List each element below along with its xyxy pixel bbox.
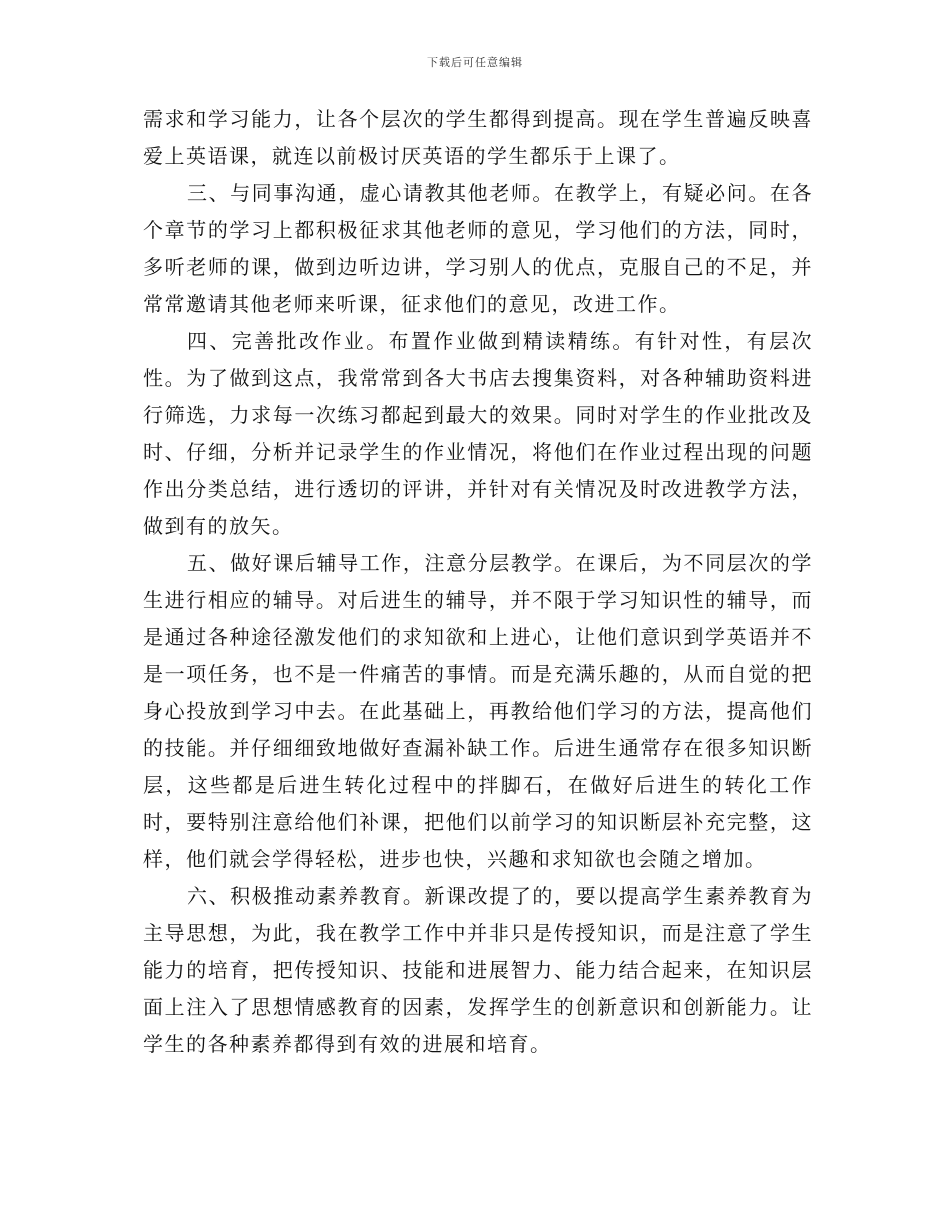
- paragraph-section-3: 三、与同事沟通，虚心请教其他老师。在教学上，有疑必问。在各个章节的学习上都积极征求其他老师的意见，学习他们的方法，同时，多听老师的课，做到边听边讲，学习别人的优点，克服自己的不足，并常常邀请其他老师来听课，征求他们的意见，改进工作。: [143, 181, 813, 316]
- page-header: 下载后可任意编辑: [427, 56, 523, 69]
- document-body: [143, 101, 813, 1063]
- paragraph-section-6: 六、积极推动素养教育。新课改提了的，要以提高学生素养教育为主导思想，为此，我在教学工作中并非只是传授知识，而是注意了学生能力的培育，把传授知识、技能和进展智力、能力结合起来，在知识层面上注入了思想情感教育的因素，发挥学生的创新意识和创新能力。让学生的各种素养都得到有效的进展和培育。: [143, 884, 813, 1056]
- paragraph-section-5: 五、做好课后辅导工作，注意分层教学。在课后，为不同层次的学生进行相应的辅导。对后进生的辅导，并不限于学习知识性的辅导，而是通过各种途径激发他们的求知欲和上进心，让他们意识到学英语并不是一项任务，也不是一件痛苦的事情。而是充满乐趣的，从而自觉的把身心投放到学习中去。在此基础上，再教给他们学习的方法，提高他们的技能。并仔细细致地做好查漏补缺工作。后进生通常存在很多知识断层，这些都是后进生转化过程中的拌脚石，在做好后进生的转化工作时，要特别注意给他们补课，把他们以前学习的知识断层补充完整，这样，他们就会学得轻松，进步也快，兴趣和求知欲也会随之增加。: [143, 551, 813, 871]
- paragraph-continuation: 需求和学习能力，让各个层次的学生都得到提高。现在学生普遍反映喜爱上英语课，就连以前极讨厌英语的学生都乐于上课了。: [143, 107, 813, 168]
- paragraph-section-4: 四、完善批改作业。布置作业做到精读精练。有针对性，有层次性。为了做到这点，我常常到各大书店去搜集资料，对各种辅助资料进行筛选，力求每一次练习都起到最大的效果。同时对学生的作业批改及时、仔细，分析并记录学生的作业情况，将他们在作业过程出现的问题作出分类总结，进行透切的评讲，并针对有关情况及时改进教学方法，做到有的放矢。: [143, 329, 813, 538]
